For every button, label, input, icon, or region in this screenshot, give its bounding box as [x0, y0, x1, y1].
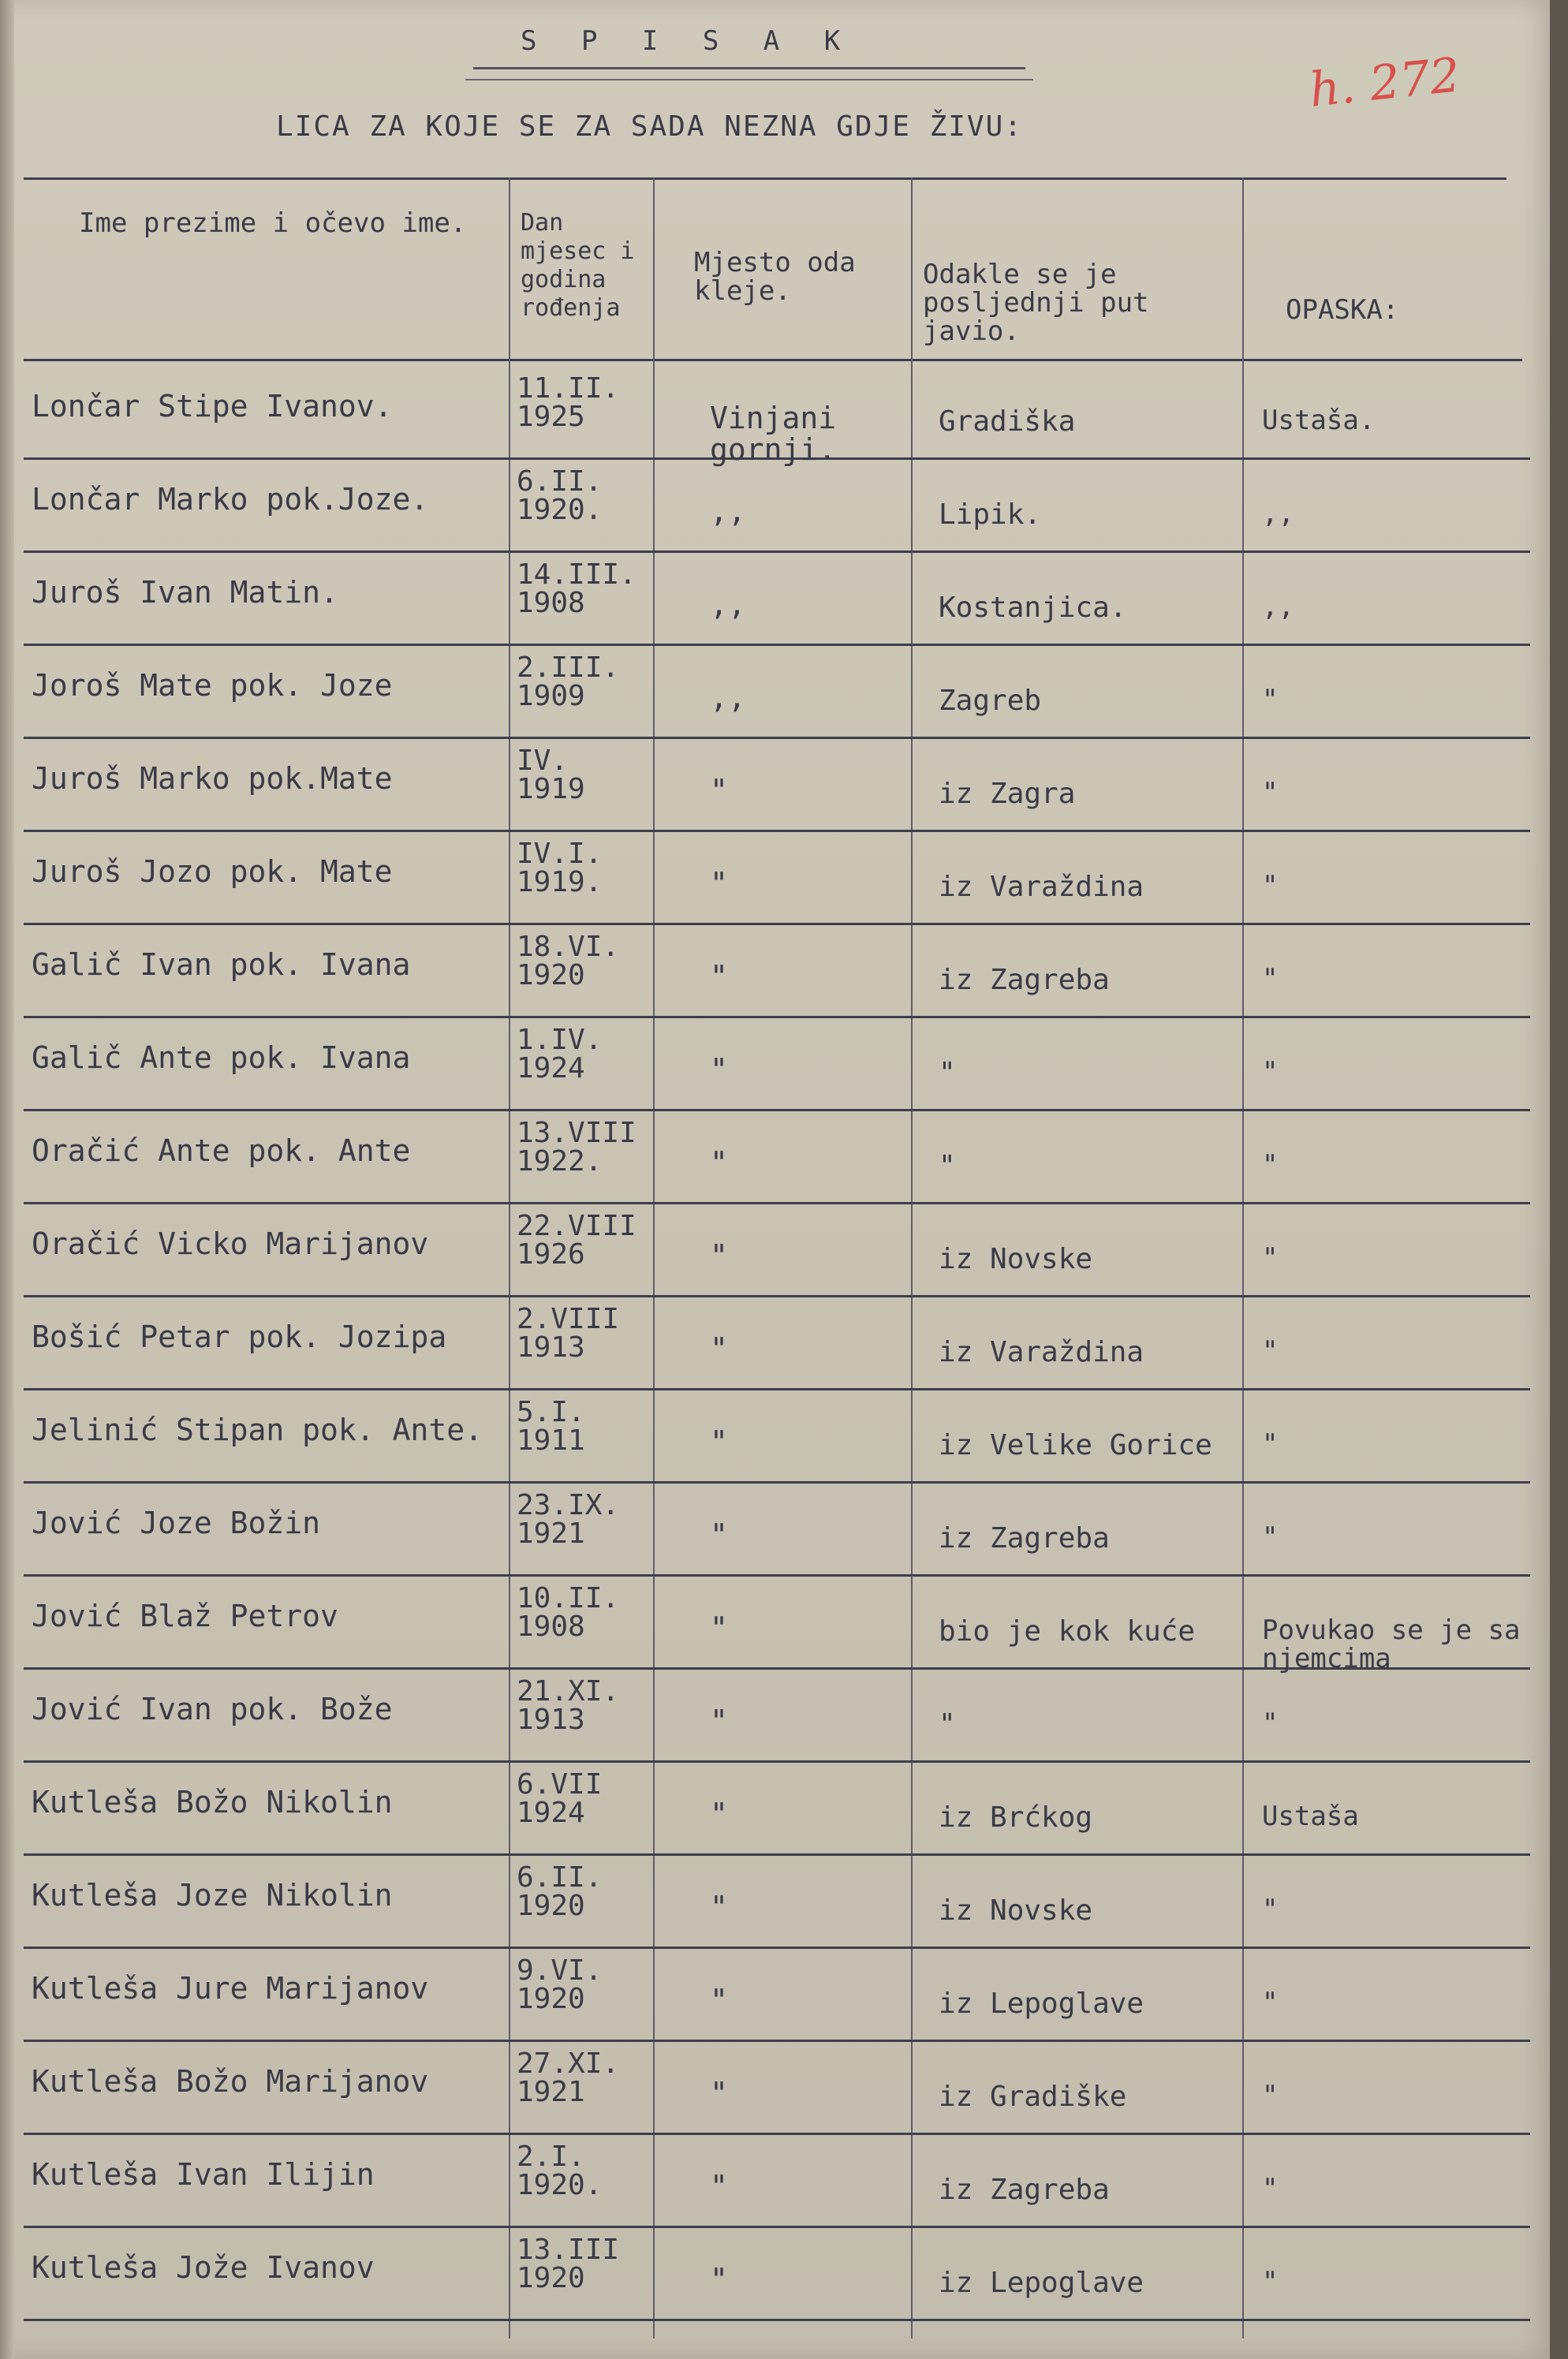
entry-birth-place: ,,	[710, 494, 746, 528]
entry-birth-place: "	[710, 1052, 728, 1087]
entry-birth-date: 1.IV. 1924	[517, 1024, 603, 1084]
entry-name: Kutleša Božo Nikolin	[32, 1785, 393, 1820]
entry-birth-place: "	[710, 1517, 728, 1552]
entry-last-seen: iz Novske	[939, 1894, 1093, 1927]
row-rule	[24, 923, 1530, 925]
header-note: OPASKA:	[1286, 294, 1399, 326]
header-bottom-rule	[24, 359, 1522, 361]
entry-birth-date: 5.I. 1911	[517, 1396, 585, 1457]
entry-birth-place: "	[710, 1145, 728, 1180]
entry-note: "	[1262, 963, 1279, 995]
entry-birth-date: 21.XI. 1913	[517, 1675, 620, 1736]
entry-name: Juroš Ivan Matin.	[32, 575, 338, 610]
entry-last-seen: iz Novske	[939, 1243, 1093, 1275]
row-rule	[24, 2133, 1530, 2135]
header-date: Dan mjesec i godina rođenja	[521, 209, 635, 322]
entry-last-seen: Kostanjica.	[939, 592, 1127, 624]
row-rule	[24, 737, 1530, 739]
entry-last-seen: iz Zagreba	[939, 2174, 1110, 2206]
entry-birth-place: "	[710, 959, 728, 994]
entry-note: "	[1262, 2080, 1279, 2111]
entry-birth-date: 18.VI. 1920	[517, 931, 620, 991]
entry-last-seen: iz Lepoglave	[939, 1988, 1144, 2020]
entry-last-seen: Zagreb	[939, 685, 1042, 717]
entry-last-seen: Lipik.	[939, 498, 1042, 531]
entry-last-seen: iz Velike Gorice	[939, 1429, 1212, 1461]
entry-name: Juroš Marko pok.Mate	[32, 761, 393, 796]
entry-birth-date: 9.VI. 1920	[517, 1954, 603, 2015]
entry-last-seen: "	[939, 1150, 956, 1182]
entry-name: Oračić Vicko Marijanov	[32, 1226, 429, 1261]
entry-birth-date: 2.I. 1920.	[517, 2141, 603, 2201]
entry-name: Kutleša Božo Marijanov	[32, 2064, 429, 2099]
entry-note: "	[1262, 1056, 1279, 1088]
entry-birth-date: IV.I. 1919.	[517, 838, 603, 898]
entry-birth-date: 13.VIII 1922.	[517, 1117, 637, 1178]
entry-last-seen: iz Lepoglave	[939, 2267, 1144, 2299]
entry-last-seen: "	[939, 1708, 956, 1741]
entry-birth-place: "	[710, 2076, 728, 2111]
entry-birth-date: 6.II. 1920.	[517, 465, 603, 526]
entry-name: Oračić Ante pok. Ante	[32, 1133, 411, 1168]
entry-note: Povukao se je sa njemcima	[1262, 1614, 1521, 1674]
entry-name: Bošić Petar pok. Jozipa	[32, 1319, 447, 1354]
header-name: Ime prezime i očevo ime.	[79, 207, 467, 239]
entry-last-seen: iz Brćkog	[939, 1801, 1093, 1834]
entry-last-seen: iz Zagra	[939, 778, 1076, 810]
entry-note: "	[1262, 1708, 1279, 1739]
row-rule	[24, 1295, 1530, 1297]
entry-name: Joroš Mate pok. Joze	[32, 668, 393, 703]
entry-note: "	[1262, 1335, 1279, 1367]
row-rule	[24, 1853, 1530, 1856]
entry-note: "	[1262, 1242, 1279, 1274]
document-title: S P I S A K	[521, 25, 855, 57]
column-divider-2	[653, 177, 655, 2338]
entry-note: Ustaša	[1262, 1801, 1359, 1832]
entry-note: "	[1262, 1428, 1279, 1460]
entry-last-seen: iz Zagreba	[939, 1522, 1110, 1555]
entry-birth-place: "	[710, 1238, 728, 1273]
entry-last-seen: iz Varaždina	[939, 1336, 1144, 1368]
entry-birth-place: "	[710, 2262, 728, 2297]
page-edge	[1550, 0, 1568, 2359]
entry-name: Lončar Marko pok.Joze.	[32, 482, 429, 517]
entry-birth-place: "	[710, 1424, 728, 1459]
entry-name: Galič Ivan pok. Ivana	[32, 947, 411, 982]
entry-birth-place: "	[710, 1890, 728, 1924]
row-rule	[24, 1109, 1530, 1111]
entry-birth-place: "	[710, 1797, 728, 1831]
entry-note: "	[1262, 870, 1279, 901]
row-rule	[24, 1388, 1530, 1390]
entry-name: Lončar Stipe Ivanov.	[32, 389, 393, 424]
entry-birth-place: "	[710, 1611, 728, 1645]
entry-name: Kutleša Jože Ivanov	[32, 2250, 375, 2285]
entry-birth-place: "	[710, 2169, 728, 2204]
header-top-rule	[24, 177, 1506, 180]
entry-birth-place: ,,	[710, 587, 746, 621]
entry-name: Jović Ivan pok. Bože	[32, 1692, 393, 1726]
archive-stamp: h. 272	[1306, 47, 1463, 118]
entry-note: "	[1262, 2173, 1279, 2204]
entry-last-seen: iz Zagreba	[939, 964, 1110, 996]
entry-name: Juroš Jozo pok. Mate	[32, 854, 393, 889]
row-rule	[24, 1760, 1530, 1763]
entry-birth-date: 2.III. 1909	[517, 651, 620, 712]
entry-birth-place: "	[710, 773, 728, 808]
entry-name: Jović Joze Božin	[32, 1506, 321, 1540]
entry-birth-date: 2.VIII 1913	[517, 1303, 620, 1364]
row-rule	[24, 1016, 1530, 1018]
header-last-seen: Odakle se je posljednji put javio.	[923, 259, 1149, 347]
entry-note: ,,	[1262, 498, 1294, 529]
entry-note: Ustaša.	[1262, 405, 1376, 436]
entry-birth-date: 27.XI. 1921	[517, 2047, 620, 2108]
entry-name: Kutleša Ivan Ilijin	[32, 2157, 375, 2192]
entry-birth-place: ,,	[710, 680, 746, 715]
column-divider-1	[509, 177, 510, 2338]
entry-birth-place: "	[710, 1983, 728, 2017]
binding-strip	[0, 0, 14, 2359]
document-subtitle: LICA ZA KOJE SE ZA SADA NEZNA GDJE ŽIVU:	[276, 110, 1023, 143]
entry-last-seen: Gradiška	[939, 405, 1076, 438]
entry-birth-date: 10.II. 1908	[517, 1582, 620, 1643]
row-rule	[24, 644, 1530, 646]
entry-note: "	[1262, 684, 1279, 715]
entry-birth-date: 22.VIII 1926	[517, 1210, 637, 1271]
entry-last-seen: "	[939, 1057, 956, 1089]
entry-birth-date: 13.III 1920	[517, 2234, 620, 2294]
entry-birth-date: 6.VII 1924	[517, 1768, 603, 1829]
row-rule	[24, 1481, 1530, 1484]
entry-last-seen: iz Varaždina	[939, 871, 1144, 903]
entry-note: "	[1262, 777, 1279, 808]
column-divider-3	[911, 177, 913, 2338]
entry-name: Kutleša Jure Marijanov	[32, 1971, 429, 2006]
row-rule	[24, 2040, 1530, 2042]
title-underline	[473, 67, 1025, 69]
entry-birth-date: 6.II. 1920	[517, 1861, 603, 1922]
entry-birth-date: 23.IX. 1921	[517, 1489, 620, 1550]
entry-birth-place: "	[710, 1331, 728, 1366]
entry-birth-place: Vinjani gornji.	[710, 401, 837, 467]
entry-name: Kutleša Joze Nikolin	[32, 1878, 393, 1913]
header-place: Mjesto oda kleje.	[694, 247, 856, 307]
entry-note: "	[1262, 1521, 1279, 1553]
row-rule	[24, 2226, 1530, 2228]
entry-last-seen: bio je kok kuće	[939, 1615, 1196, 1648]
entry-note: ,,	[1262, 591, 1294, 622]
entry-birth-place: "	[710, 866, 728, 901]
entry-birth-date: IV. 1919	[517, 745, 585, 805]
column-divider-4	[1242, 177, 1244, 2338]
row-rule	[24, 1202, 1530, 1204]
row-rule	[24, 1574, 1530, 1577]
entry-note: "	[1262, 1987, 1279, 2018]
row-rule	[24, 2319, 1530, 2321]
entry-last-seen: iz Gradiške	[939, 2081, 1127, 2113]
entry-name: Jelinić Stipan pok. Ante.	[32, 1413, 483, 1447]
row-rule	[24, 551, 1530, 553]
entry-birth-place: "	[710, 1704, 728, 1738]
entry-note: "	[1262, 1149, 1279, 1181]
entry-birth-date: 14.III. 1908	[517, 558, 637, 619]
entry-note: "	[1262, 1894, 1279, 1925]
row-rule	[24, 1947, 1530, 1949]
row-rule	[24, 830, 1530, 832]
entry-name: Jović Blaž Petrov	[32, 1599, 338, 1633]
entry-note: "	[1262, 2266, 1279, 2297]
entry-birth-date: 11.II. 1925	[517, 372, 620, 433]
entry-name: Galič Ante pok. Ivana	[32, 1040, 411, 1075]
title-underline-2	[465, 79, 1033, 80]
